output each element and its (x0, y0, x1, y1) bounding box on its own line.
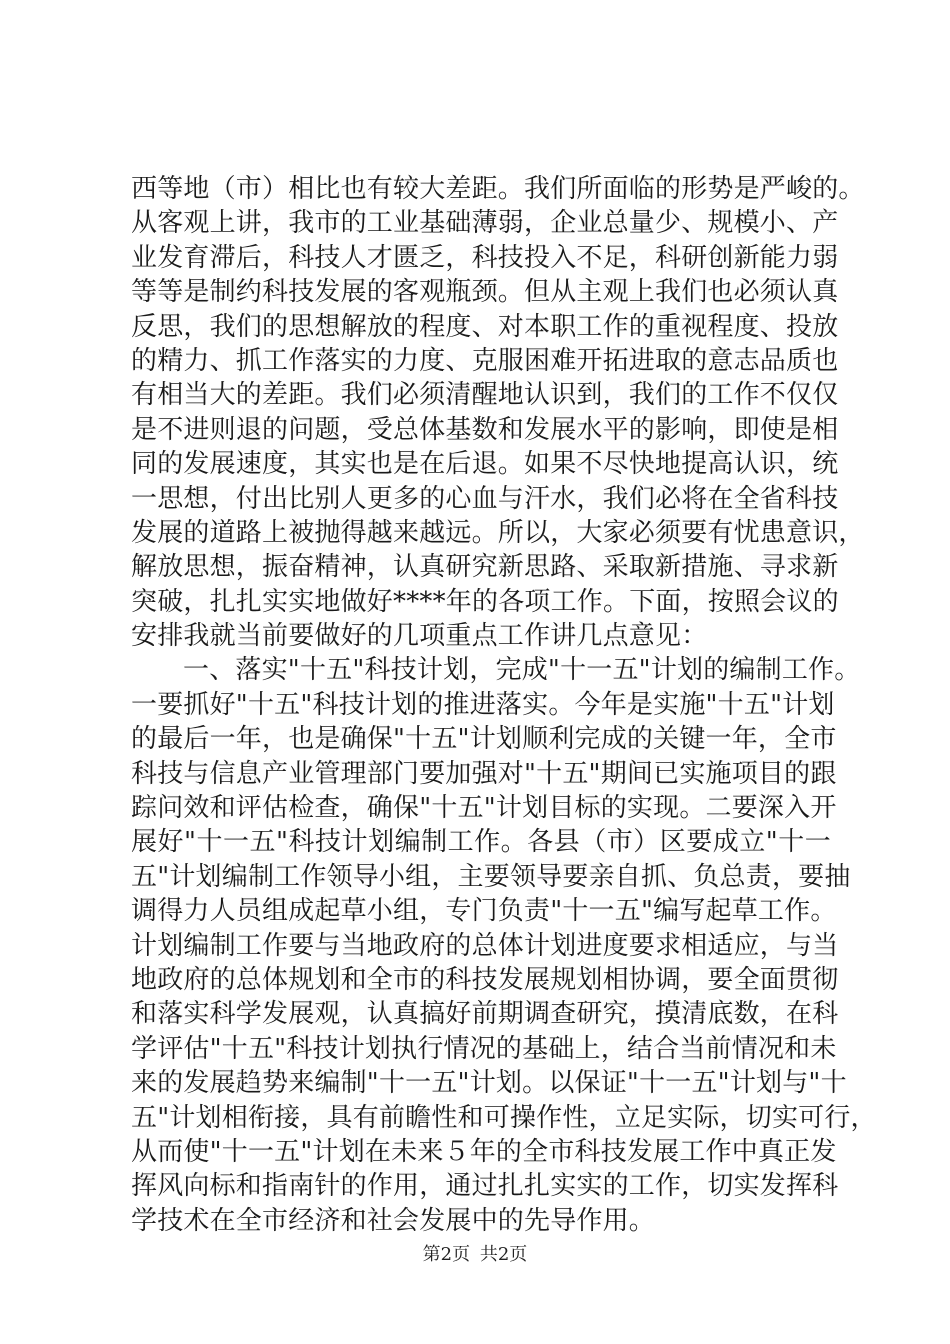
text-line: 科技与信息产业管理部门要加强对"十五"期间已实施项目的跟 (131, 758, 837, 789)
page-total: 共2页 (479, 1244, 528, 1265)
text-line: 计划编制工作要与当地政府的总体计划进度要求相适应，与当 (131, 930, 839, 961)
section-heading: 一、落实"十五"科技计划，完成"十一五"计划的编制工作。 (183, 655, 861, 686)
text-line: 突破，扎扎实实地做好****年的各项工作。下面，按照会议的 (131, 586, 839, 617)
text-line: 五"计划相衔接，具有前瞻性和可操作性，立足实际，切实可行， (131, 1102, 877, 1133)
text-line: 学评估"十五"科技计划执行情况的基础上，结合当前情况和未 (131, 1033, 837, 1064)
text-line: 地政府的总体规划和全市的科技发展规划相协调，要全面贯彻 (131, 964, 839, 995)
text-line: 反思，我们的思想解放的程度、对本职工作的重视程度、投放 (131, 311, 839, 342)
text-line: 发展的道路上被抛得越来越远。所以，大家必须要有忧患意识， (131, 517, 865, 548)
text-line: 来的发展趋势来编制"十一五"计划。以保证"十一五"计划与"十 (131, 1068, 847, 1099)
page-number: 第2页 (422, 1244, 471, 1265)
text-line: 西等地（市）相比也有较大差距。我们所面临的形势是严峻的。 (131, 174, 865, 204)
text-line: 展好"十一五"科技计划编制工作。各县（市）区要成立"十一 (131, 827, 831, 858)
text-line: 的最后一年，也是确保"十五"计划顺利完成的关键一年，全市 (131, 724, 837, 755)
text-line: 学技术在全市经济和社会发展中的先导作用。 (131, 1205, 656, 1236)
text-line: 挥风向标和指南针的作用，通过扎扎实实的工作，切实发挥科 (131, 1171, 839, 1202)
text-line: 的精力、抓工作落实的力度、克服困难开拓进取的意志品质也 (131, 345, 839, 376)
page-footer (0, 1240, 950, 1266)
text-line: 踪问效和评估检查，确保"十五"计划目标的实现。二要深入开 (131, 793, 837, 824)
text-line: 五"计划编制工作领导小组，主要领导要亲自抓、负总责，要抽 (131, 861, 851, 892)
text-line: 一思想，付出比别人更多的心血与汗水，我们必将在全省科技 (131, 483, 839, 514)
text-line: 同的发展速度，其实也是在后退。如果不尽快地提高认识，统 (131, 449, 839, 480)
text-line: 业发育滞后，科技人才匮乏，科技投入不足，科研创新能力弱 (131, 242, 839, 273)
text-line: 有相当大的差距。我们必须清醒地认识到，我们的工作不仅仅 (131, 380, 839, 411)
text-line: 一要抓好"十五"科技计划的推进落实。今年是实施"十五"计划 (131, 689, 835, 720)
text-line: 解放思想，振奋精神，认真研究新思路、采取新措施、寻求新 (131, 552, 839, 583)
text-line: 安排我就当前要做好的几项重点工作讲几点意见： (131, 621, 708, 652)
body-text (131, 172, 877, 1238)
text-line: 调得力人员组成起草小组，专门负责"十一五"编写起草工作。 (131, 896, 837, 927)
text-line: 和落实科学发展观，认真搞好前期调查研究，摸清底数，在科 (131, 999, 839, 1030)
text-line: 是不进则退的问题，受总体基数和发展水平的影响，即使是相 (131, 414, 839, 445)
text-line: 从而使"十一五"计划在未来５年的全市科技发展工作中真正发 (131, 1136, 837, 1167)
text-line: 等等是制约科技发展的客观瓶颈。但从主观上我们也必须认真 (131, 277, 839, 308)
text-line: 从客观上讲，我市的工业基础薄弱，企业总量少、规模小、产 (131, 208, 839, 239)
